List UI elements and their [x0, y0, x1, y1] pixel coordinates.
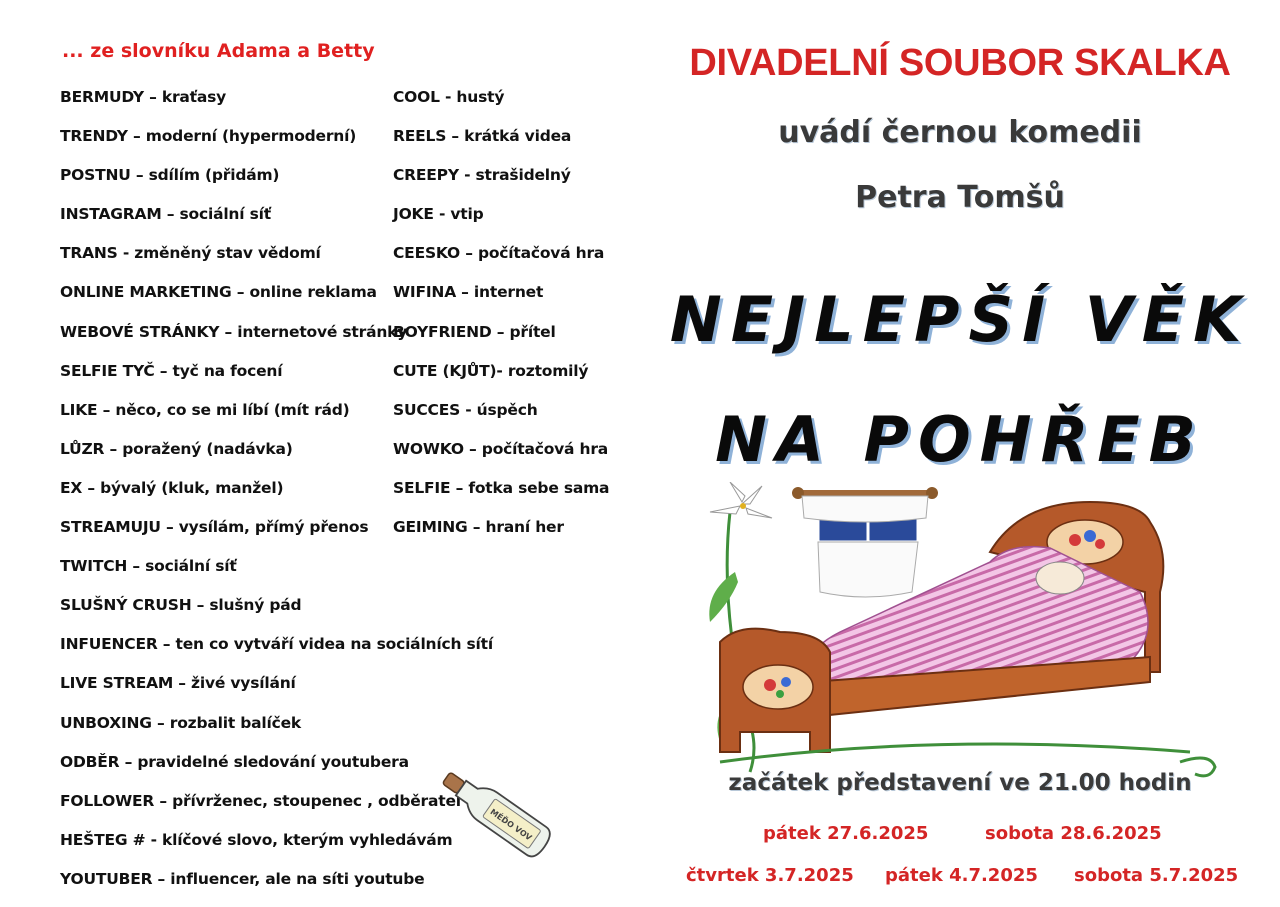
- vocab-entry: TWITCH – sociální síť: [60, 557, 237, 576]
- vocab-entry: ODBĚR – pravidelné sledování youtubera: [60, 752, 409, 771]
- vocab-entry: BOYFRIEND – přítel: [393, 322, 556, 341]
- vocab-entry: ONLINE MARKETING – online reklama: [60, 283, 377, 302]
- vocab-entry: LŮZR – poražený (nadávka): [60, 439, 293, 458]
- vocab-entry: POSTNU – sdílím (přidám): [60, 166, 280, 185]
- vocab-entry: EX – bývalý (kluk, manžel): [60, 478, 284, 497]
- play-title-line1: NEJLEPŠÍ VĚK: [669, 283, 1251, 356]
- performance-date: pátek 27.6.2025: [763, 823, 929, 844]
- vocabulary-title: ... ze slovníku Adama a Betty: [62, 40, 375, 62]
- performance-date: sobota 28.6.2025: [985, 823, 1162, 844]
- vocab-entry: YOUTUBER – influencer, ale na síti youtube: [60, 869, 425, 888]
- vocab-entry: BERMUDY – kraťasy: [60, 88, 227, 106]
- vocab-entry: LIVE STREAM – živé vysílání: [60, 674, 296, 693]
- vocab-entry: INSTAGRAM – sociální síť: [60, 205, 271, 224]
- start-time: začátek představení ve 21.00 hodin: [728, 770, 1192, 796]
- bed-illustration: [690, 482, 1230, 782]
- company-name: DIVADELNÍ SOUBOR SKALKA: [689, 42, 1231, 84]
- performance-date: čtvrtek 3.7.2025: [686, 865, 854, 886]
- performance-date: sobota 5.7.2025: [1074, 865, 1239, 886]
- vocab-entry: WEBOVÉ STRÁNKY – internetové stránky: [60, 322, 408, 341]
- vocab-entry: SELFIE TYČ – tyč na focení: [60, 361, 283, 380]
- vocab-entry: FOLLOWER – přívrženec, stoupenec , odběratel: [60, 791, 461, 810]
- vocab-entry: REELS – krátká videa: [393, 127, 572, 146]
- vocab-entry: WIFINA – internet: [393, 283, 544, 302]
- vocab-entry: LIKE – něco, co se mi líbí (mít rád): [60, 400, 350, 419]
- vocabulary-right-column: [393, 86, 633, 555]
- bottle-note-text: MÉĎO VOV: [488, 807, 534, 843]
- vocab-entry: SELFIE – fotka sebe sama: [393, 478, 610, 497]
- author-name: Petra Tomšů: [855, 180, 1065, 215]
- vocab-entry: SUCCES - úspěch: [393, 400, 538, 419]
- vocab-entry: STREAMUJU – vysílám, přímý přenos: [60, 518, 369, 537]
- vocab-entry: TRANS - změněný stav vědomí: [60, 244, 321, 263]
- presents-line: uvádí černou komedii: [778, 115, 1142, 150]
- vocab-entry: HEŠTEG # - klíčové slovo, kterým vyhledávám: [60, 830, 453, 849]
- vocab-entry: JOKE - vtip: [393, 205, 484, 224]
- vocab-entry: CUTE (KJŮT)- roztomilý: [393, 361, 589, 380]
- performance-date: pátek 4.7.2025: [885, 865, 1038, 886]
- vocab-entry: CEESKO – počítačová hra: [393, 244, 605, 263]
- vocab-entry: TRENDY – moderní (hypermoderní): [60, 127, 357, 146]
- vocab-entry: INFUENCER – ten co vytváří videa na sociálních sítí: [60, 635, 493, 654]
- vocab-entry: GEIMING – hraní her: [393, 518, 564, 537]
- vocab-entry: CREEPY - strašidelný: [393, 166, 571, 185]
- vocab-entry: UNBOXING – rozbalit balíček: [60, 713, 302, 732]
- message-bottle-illustration: [430, 768, 560, 868]
- vocab-entry: WOWKO – počítačová hra: [393, 439, 609, 458]
- play-title-line2: NA POHŘEB: [715, 403, 1205, 476]
- vocab-entry: COOL - hustý: [393, 88, 505, 106]
- lily-flower: [710, 482, 772, 518]
- vocab-entry: SLUŠNÝ CRUSH – slušný pád: [60, 596, 302, 615]
